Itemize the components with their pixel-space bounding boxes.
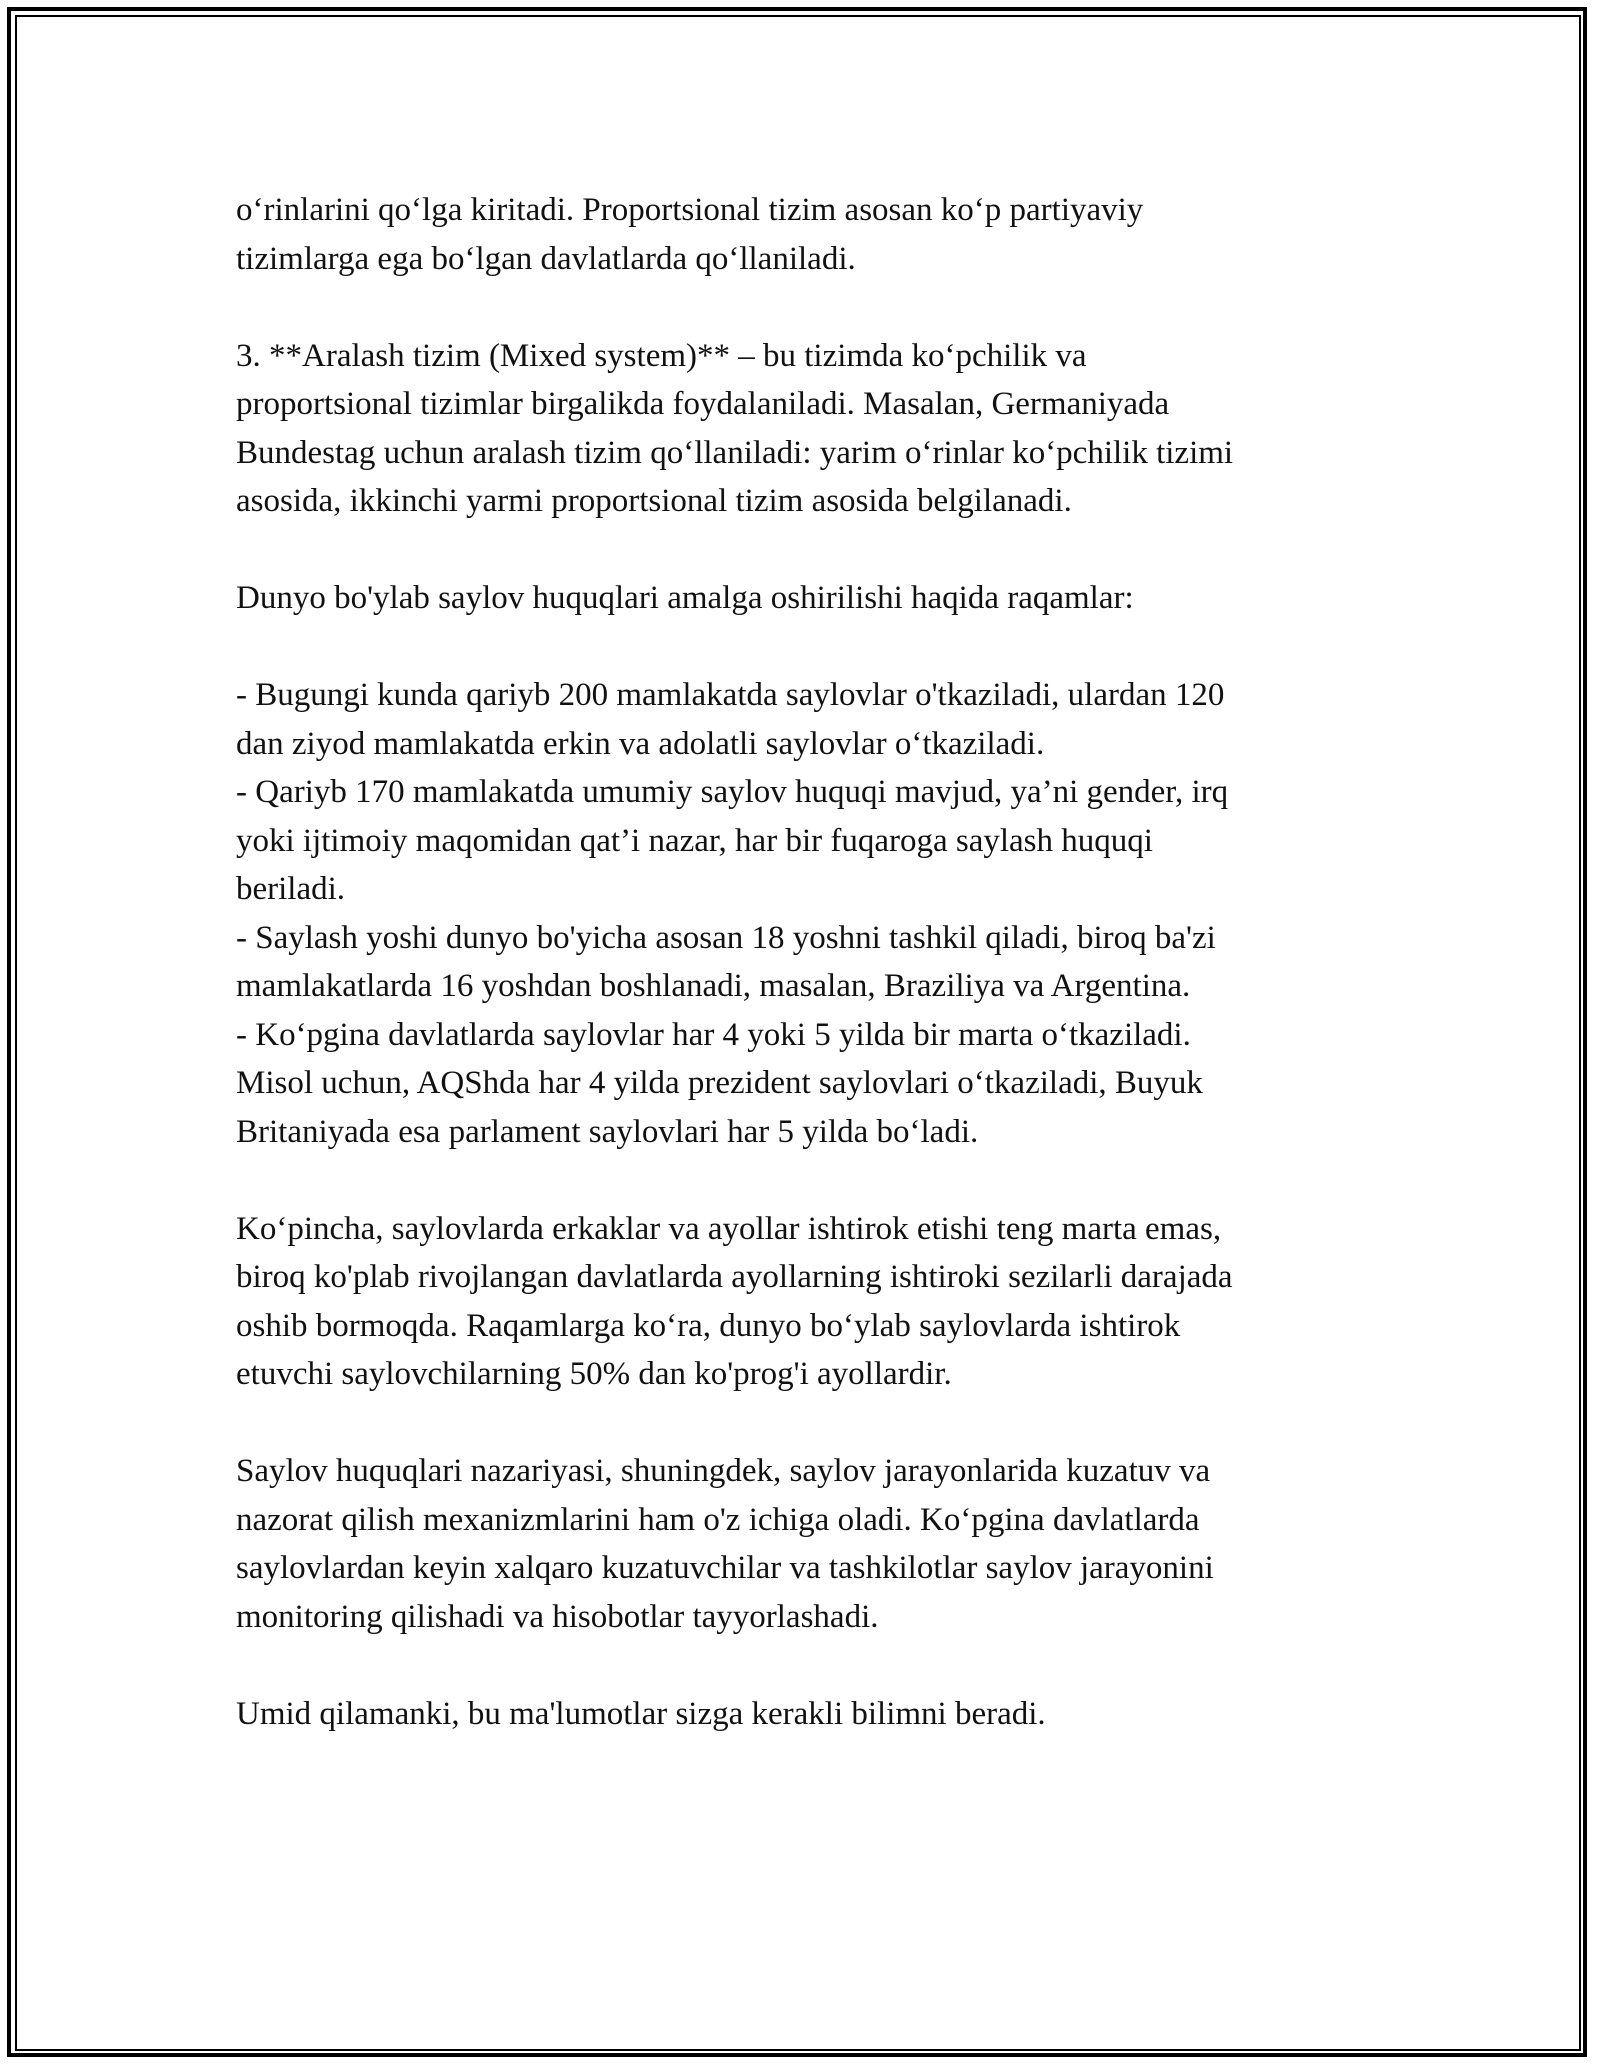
- paragraph-proportional-continuation: o‘rinlarini qo‘lga kiritadi. Proportsional tizim asosan ko‘p partiyaviy tizimlarga ega bo‘lgan davlatlarda qo‘llaniladi.: [236, 192, 1144, 277]
- document-body: [236, 186, 1356, 1738]
- paragraph-statistics-intro: Dunyo bo'ylab saylov huquqlari amalga oshirilishi haqida raqamlar:: [236, 580, 1134, 616]
- paragraph-mixed-system: 3. **Aralash tizim (Mixed system)** – bu tizimda ko‘pchilik va proportsional tizimlar birgalikda foydalaniladi. Masalan, Germaniyada Bundestag uchun aralash tizim qo‘llaniladi: yarim o‘rinlar ko‘pchilik tizimi asosida, ikkinchi yarmi proportsional tizim asosida belgilanadi.: [236, 337, 1234, 519]
- paragraph-closing: Umid qilamanki, bu ma'lumotlar sizga kerakli bilimni beradi.: [236, 1695, 1046, 1732]
- paragraph-monitoring: Saylov huquqlari nazariyasi, shuningdek, saylov jarayonlarida kuzatuv va nazorat qilish mexanizmlarini ham o'z ichiga oladi. Ko‘pgina davlatlarda saylovlardan keyin xalqaro kuzatuvchilar va tashkilotlar saylov jarayonini monitoring qilishadi va hisobotlar tayyorlashadi.: [236, 1453, 1214, 1635]
- paragraph-gender-participation: Ko‘pincha, saylovlarda erkaklar va ayollar ishtirok etishi teng marta emas, biroq ko'plab rivojlangan davlatlarda ayollarning ishtiroki sezilarli darajada oshib bormoqda. Raqamlarga ko‘ra, dunyo bo‘ylab saylovlarda ishtirok etuvchi saylovchilarning 50% dan ko'prog'i ayollardir.: [236, 1210, 1233, 1392]
- paragraph-statistics-list: - Bugungi kunda qariyb 200 mamlakatda saylovlar o'tkaziladi, ulardan 120 dan ziyod mamlakatda erkin va adolatli saylovlar o‘tkaziladi. - Qariyb 170 mamlakatda umumiy saylov huquqi mavjud, ya’ni gender, irq yoki ijtimoiy maqomidan qat’i nazar, har bir fuqaroga saylash huquqi beriladi. - Saylash yoshi dunyo bo'yicha asosan 18 yoshni tashkil qiladi, biroq ba'zi mamlakatlarda 16 yoshdan boshlanadi, masalan, Braziliya va Argentina. - Ko‘pgina davlatlarda saylovlar har 4 yoki 5 yilda bir marta o‘tkaziladi. Misol uchun, AQShda har 4 yilda prezident saylovlari o‘tkaziladi, Buyuk Britaniyada esa parlament saylovlari har 5 yilda bo‘ladi.: [236, 677, 1229, 1150]
